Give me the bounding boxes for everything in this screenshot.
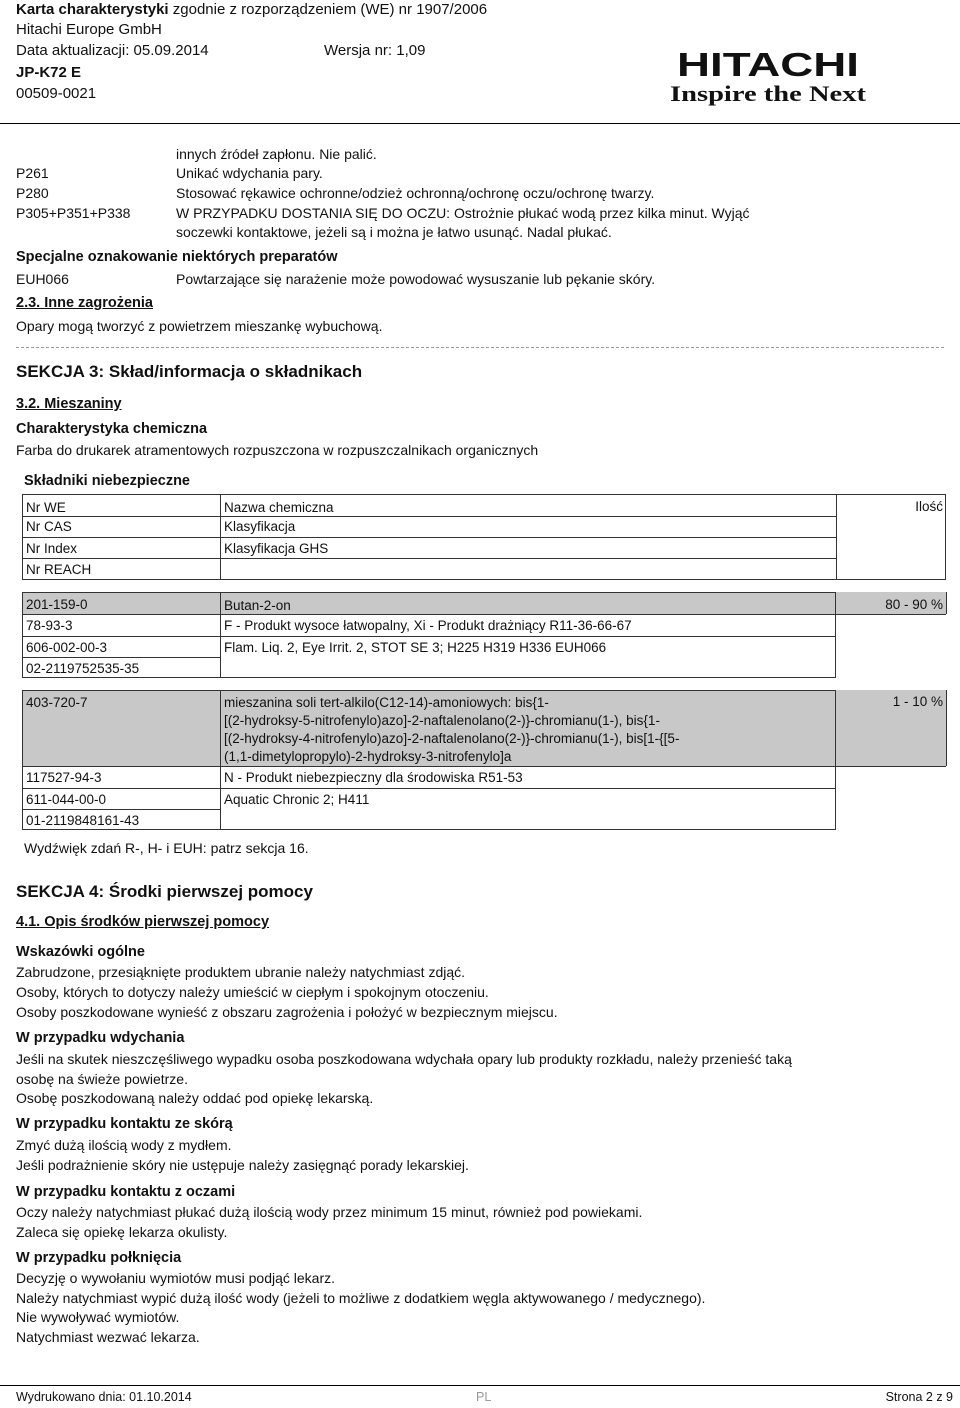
precaution-text-cont: soczewki kontaktowe, jeżeli są i można je łatwo usunąć. Nadal płukać. [176,224,612,240]
inhalation-text: Jeśli na skutek nieszczęśliwego wypadku osoba poszkodowana wdychała opary lub produkty rozkładu, należy przenieść taką [16,1051,792,1067]
logo-slogan-text: Inspire the Next [670,81,867,106]
eye-contact-heading: W przypadku kontaktu z oczami [16,1184,236,1200]
column-header: Klasyfikacja GHS [224,541,329,556]
ec-number: 403-720-7 [26,695,88,710]
logo-brand-text: HITACHI [677,50,859,83]
chemical-name: Butan-2-on [224,598,291,613]
ghs-classification: Aquatic Chronic 2; H411 [224,792,370,807]
column-header: Nr Index [26,541,78,556]
column-header: Nr REACH [26,562,92,577]
inhalation-text: Osobę poszkodowaną należy oddać pod opiekę lekarską. [16,1090,374,1106]
chemical-characteristics-heading: Charakterystyka chemiczna [16,421,208,437]
precaution-code: P305+P351+P338 [16,205,131,221]
general-advice-text: Osoby poszkodowane wynieść z obszaru zagrożenia i położyć w bezpiecznym miejscu. [16,1004,558,1020]
ingestion-text: Natychmiast wezwać lekarza. [16,1329,200,1345]
ec-number: 201-159-0 [26,597,88,612]
euh-text: Powtarzające się narażenie może powodować wysuszanie lub pękanie skóry. [176,271,656,287]
general-advice-text: Osoby, których to dotyczy należy umieścić w ciepłym i spokojnym otoczeniu. [16,984,489,1000]
document-title-rest: zgodnie z rozporządzeniem (WE) nr 1907/2006 [168,1,488,18]
column-header: Nazwa chemiczna [224,500,334,515]
page-number: Strona 2 z 9 [885,1390,953,1404]
printed-date: Wydrukowano dnia: 01.10.2014 [16,1390,192,1404]
general-advice-text: Zabrudzone, przesiąknięte produktem ubranie należy natychmiast zdjąć. [16,964,466,980]
column-header-amount: Ilość [915,499,943,514]
chemical-name: [(2-hydroksy-4-nitrofenylo)azo]-2-naftalenolano(2-)}-chromianu(1-), bis[1-{[5- [224,731,680,746]
update-date: Data aktualizacji: 05.09.2014 [16,42,209,59]
chemical-name: mieszanina soli tert-alkilo(C12-14)-amoniowych: bis{1- [224,695,549,710]
ingestion-text: Decyzję o wywołaniu wymiotów musi podjąć lekarz. [16,1270,336,1286]
document-title-bold: Karta charakterystyki [16,1,169,18]
section4-title: SEKCJA 4: Środki pierwszej pomocy [16,882,313,901]
precaution-continued-text: innych źródeł zapłonu. Nie palić. [176,146,377,162]
eye-contact-text: Zaleca się opiekę lekarza okulisty. [16,1224,228,1240]
amount: 1 - 10 % [892,694,943,709]
column-header: Nr WE [26,500,66,515]
chemical-name: [(2-hydroksy-5-nitrofenylo)azo]-2-naftalenolano(2-)}-chromianu(1-), bis{1- [224,713,660,728]
footer-divider [0,1385,960,1386]
precaution-code: P261 [16,165,49,181]
chemical-characteristics-text: Farba do drukarek atramentowych rozpuszczona w rozpuszczalnikach organicznych [16,442,539,458]
product-name: JP-K72 E [16,64,82,81]
skin-contact-heading: W przypadku kontaktu ze skórą [16,1116,233,1132]
precaution-code: P280 [16,185,49,201]
chemical-name: (1,1-dimetylopropylo)-2-hydroksy-3-nitrofenylo]a [224,749,512,764]
reach-number: 02-2119752535-35 [26,661,140,676]
classification: F - Produkt wysoce łatwopalny, Xi - Produkt drażniący R11-36-66-67 [224,618,632,633]
inhalation-heading: W przypadku wdychania [16,1030,185,1046]
classification: N - Produkt niebezpieczny dla środowiska R51-53 [224,770,523,785]
header-divider [0,123,960,124]
other-hazards-text: Opary mogą tworzyć z powietrzem mieszankę wybuchową. [16,318,383,334]
column-header: Nr CAS [26,519,72,534]
precaution-text: Stosować rękawice ochronne/odzież ochronną/ochronę oczu/ochronę twarzy. [176,185,655,201]
version-number: Wersja nr: 1,09 [324,42,426,59]
precaution-text: W PRZYPADKU DOSTANIA SIĘ DO OCZU: Ostrożnie płukać wodą przez kilka minut. Wyjąć [176,205,750,221]
product-code: 00509-0021 [16,85,97,102]
cas-number: 117527-94-3 [26,770,102,785]
section-divider [16,347,944,348]
section3-subheading: 3.2. Mieszaniny [16,396,122,412]
ingestion-heading: W przypadku połknięcia [16,1250,182,1266]
section4-subheading: 4.1. Opis środków pierwszej pomocy [16,914,270,930]
index-number: 606-002-00-3 [26,640,108,655]
language-code: PL [476,1390,492,1404]
other-hazards-heading: 2.3. Inne zagrożenia [16,295,153,311]
precaution-text: Unikać wdychania pary. [176,165,323,181]
company-name: Hitachi Europe GmbH [16,21,162,38]
section3-title: SEKCJA 3: Skład/informacja o składnikach [16,362,363,381]
amount: 80 - 90 % [885,597,943,612]
cas-number: 78-93-3 [26,618,73,633]
special-labelling-heading: Specjalne oznakowanie niektórych preparatów [16,249,338,265]
inhalation-text: osobę na świeże powietrze. [16,1071,188,1087]
r-phrases-footnote: Wydźwięk zdań R-, H- i EUH: patrz sekcja 16. [24,840,309,856]
document-title [16,0,487,19]
eye-contact-text: Oczy należy natychmiast płukać dużą ilością wody przez minimum 15 minut, również pod powiekami. [16,1204,643,1220]
reach-number: 01-2119848161-43 [26,813,140,828]
hazardous-components-title: Składniki niebezpieczne [24,473,190,489]
skin-contact-text: Zmyć dużą ilością wody z mydłem. [16,1137,232,1153]
euh-code: EUH066 [16,271,69,287]
general-advice-heading: Wskazówki ogólne [16,944,145,960]
ingestion-text: Nie wywoływać wymiotów. [16,1309,180,1325]
ingestion-text: Należy natychmiast wypić dużą ilość wody (jeżeli to możliwe z dodatkiem węgla aktywowanego / medycznego). [16,1290,706,1306]
hitachi-logo [668,50,868,110]
table-row [22,592,836,678]
skin-contact-text: Jeśli podrażnienie skóry nie ustępuje należy zasięgnąć porady lekarskiej. [16,1157,469,1173]
ghs-classification: Flam. Liq. 2, Eye Irrit. 2, STOT SE 3; H225 H319 H336 EUH066 [224,640,607,655]
index-number: 611-044-00-0 [26,792,107,807]
column-header: Klasyfikacja [224,519,296,534]
